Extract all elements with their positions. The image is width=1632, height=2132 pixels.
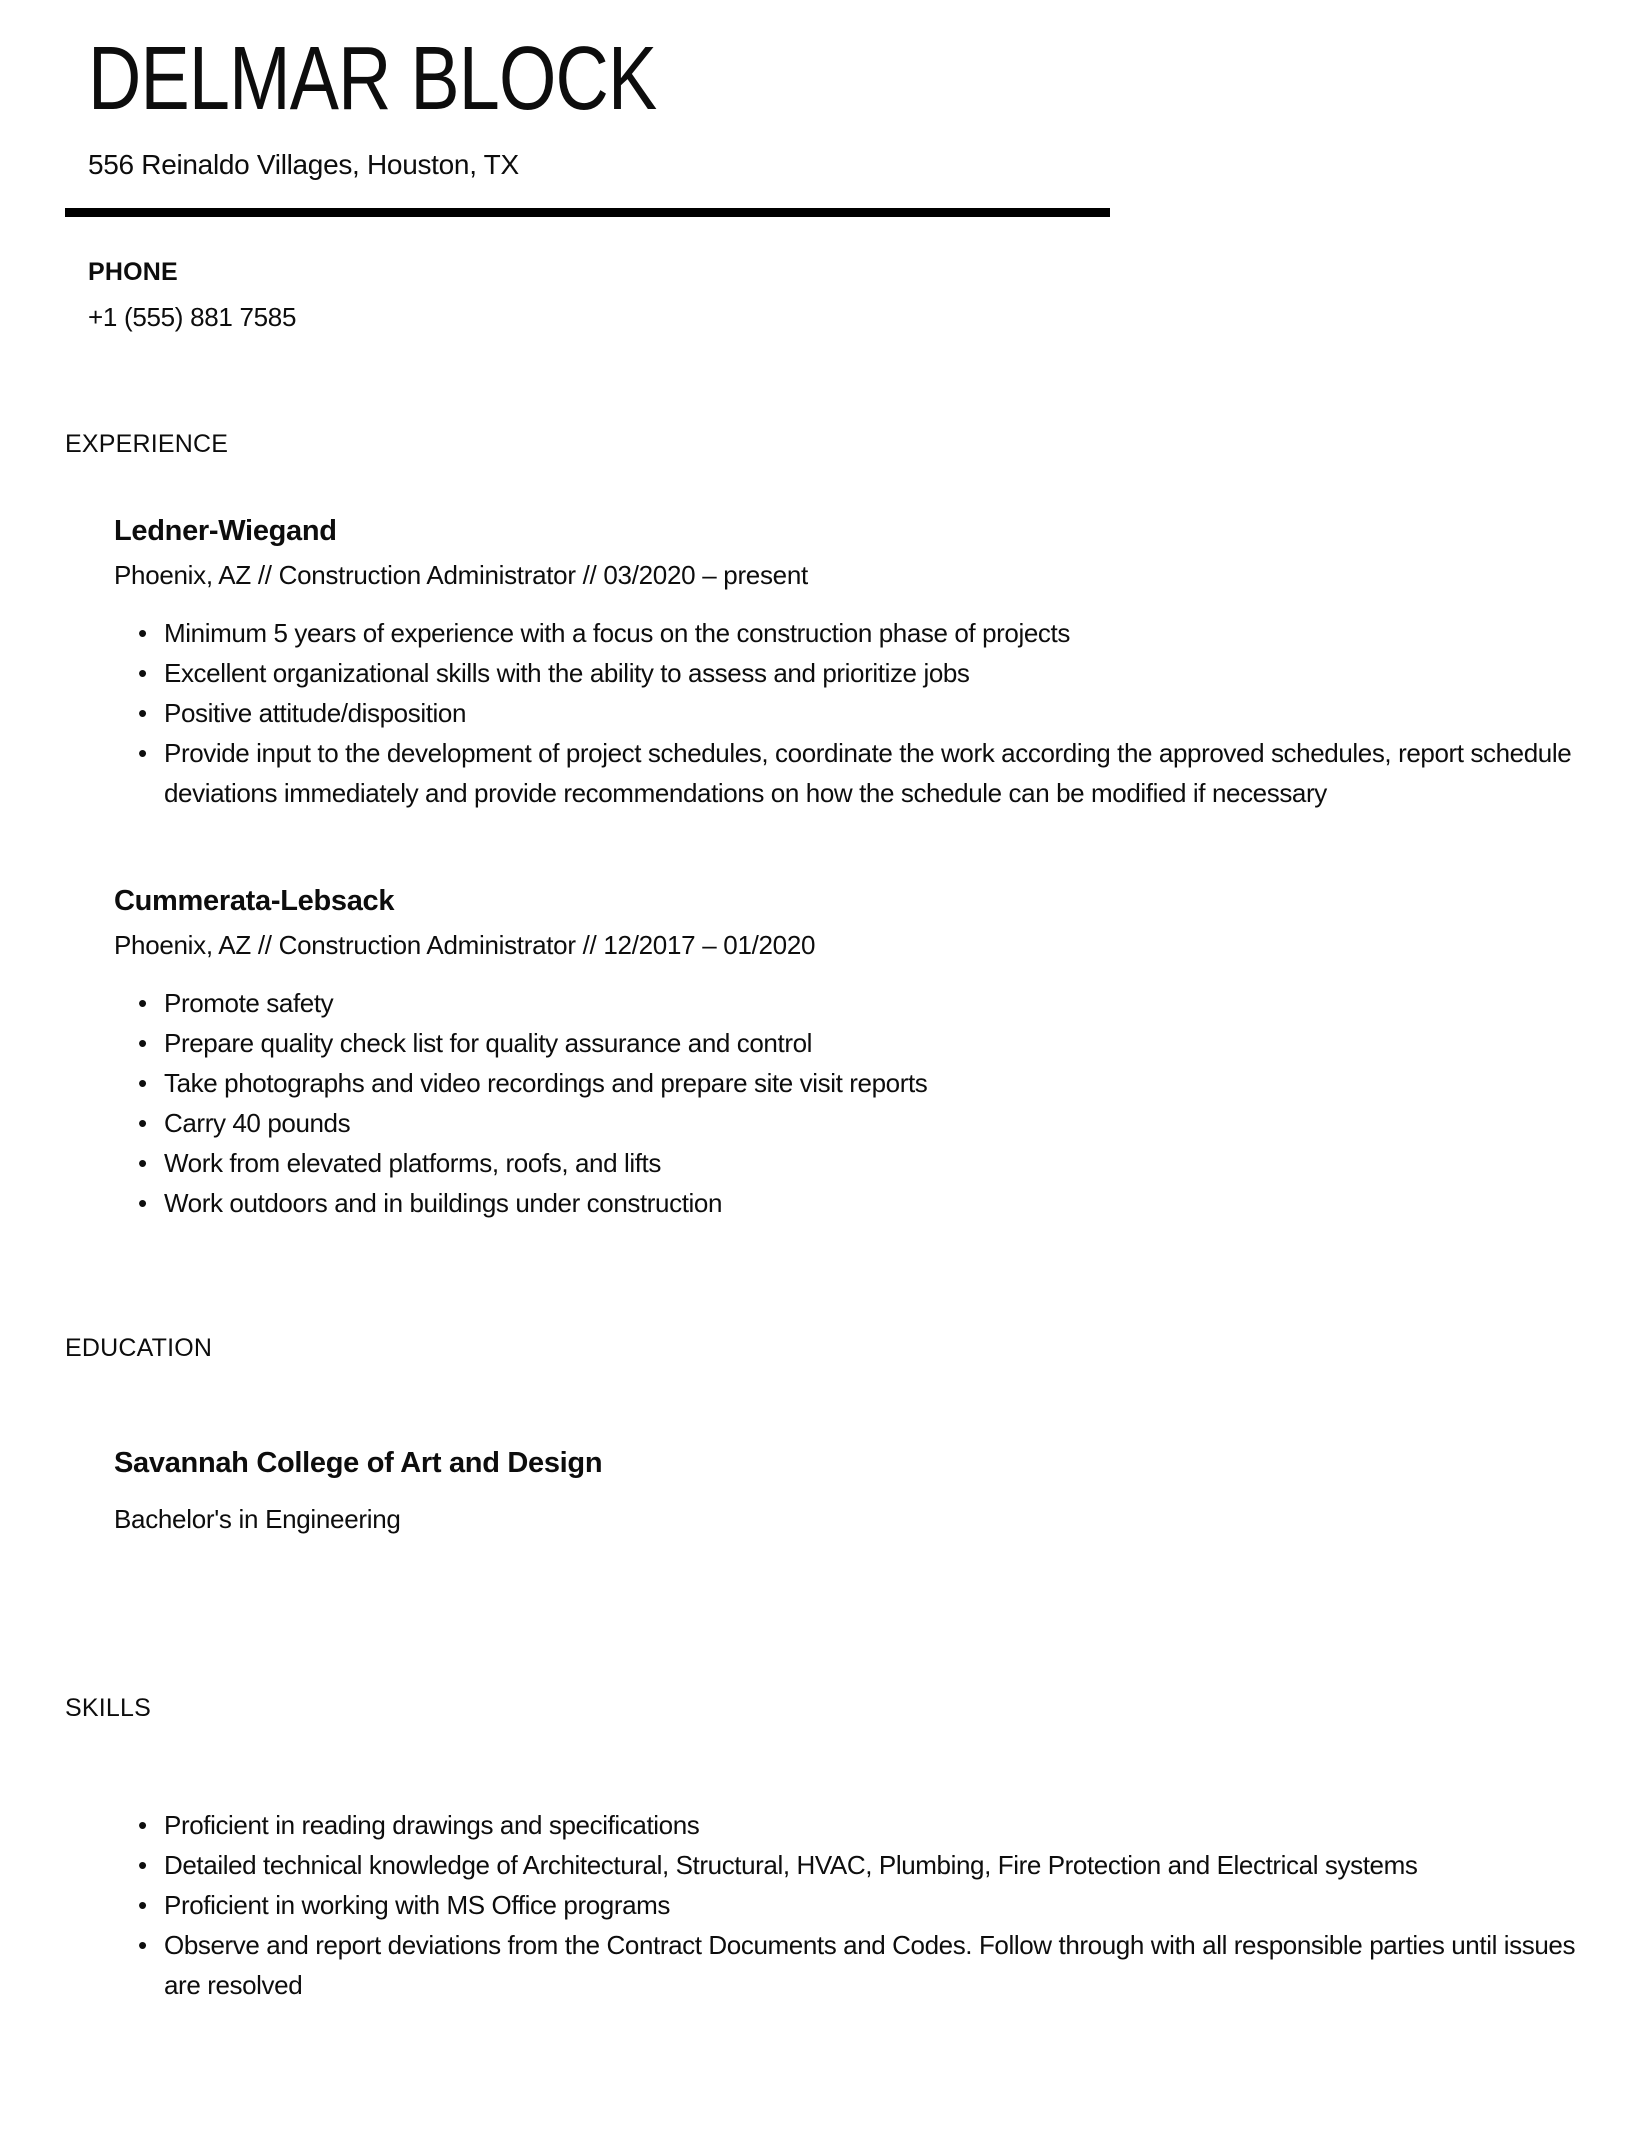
skills-entry <box>114 1805 1632 2005</box>
bullet-item: • Proficient in working with MS Office programs <box>164 1885 1594 1925</box>
skills-bullet-list <box>114 1805 1594 2005</box>
education-entry <box>114 1445 1632 1535</box>
bullet-item: • Observe and report deviations from the Contract Documents and Codes. Follow through with all responsible parties until issues are resolved <box>164 1925 1594 2005</box>
experience-entry <box>114 883 1632 1223</box>
job-bullet-list <box>114 613 1594 813</box>
bullet-item: • Proficient in reading drawings and specifications <box>164 1805 1594 1845</box>
bullet-item: • Prepare quality check list for quality assurance and control <box>164 1023 1594 1063</box>
bullet-item: • Work outdoors and in buildings under construction <box>164 1183 1594 1223</box>
phone-number: +1 (555) 881 7585 <box>88 302 297 332</box>
bullet-item: • Excellent organizational skills with the ability to assess and prioritize jobs <box>164 653 1594 693</box>
job-company: Cummerata-Lebsack <box>114 885 395 917</box>
section-label-education: EDUCATION <box>65 1334 213 1362</box>
experience-entry <box>114 513 1632 813</box>
section-label-experience: EXPERIENCE <box>65 430 229 458</box>
education-degree: Bachelor's in Engineering <box>114 1504 401 1534</box>
section-label-skills: SKILLS <box>65 1694 151 1722</box>
job-company: Ledner-Wiegand <box>114 515 337 547</box>
resume-page <box>0 29 1632 2132</box>
job-bullet-list <box>114 983 1594 1223</box>
bullet-item: • Detailed technical knowledge of Architectural, Structural, HVAC, Plumbing, Fire Protection and Electrical systems <box>164 1845 1594 1885</box>
education-school: Savannah College of Art and Design <box>114 1447 603 1479</box>
job-meta: Phoenix, AZ // Construction Administrator // 12/2017 – 01/2020 <box>114 930 816 960</box>
header-divider <box>65 208 1110 217</box>
bullet-item: • Positive attitude/disposition <box>164 693 1594 733</box>
bullet-item: • Provide input to the development of project schedules, coordinate the work according the approved schedules, report schedule deviations immediately and provide recommendations on how the schedule can be modified if necessary <box>164 733 1594 813</box>
bullet-item: • Work from elevated platforms, roofs, and lifts <box>164 1143 1594 1183</box>
bullet-item: • Promote safety <box>164 983 1594 1023</box>
bullet-item: • Minimum 5 years of experience with a focus on the construction phase of projects <box>164 613 1594 653</box>
bullet-item: • Carry 40 pounds <box>164 1103 1594 1143</box>
person-name: DELMAR BLOCK <box>88 29 657 129</box>
person-address: 556 Reinaldo Villages, Houston, TX <box>88 149 519 180</box>
job-meta: Phoenix, AZ // Construction Administrator // 03/2020 – present <box>114 560 808 590</box>
phone-label: PHONE <box>88 258 178 286</box>
bullet-item: • Take photographs and video recordings and prepare site visit reports <box>164 1063 1594 1103</box>
